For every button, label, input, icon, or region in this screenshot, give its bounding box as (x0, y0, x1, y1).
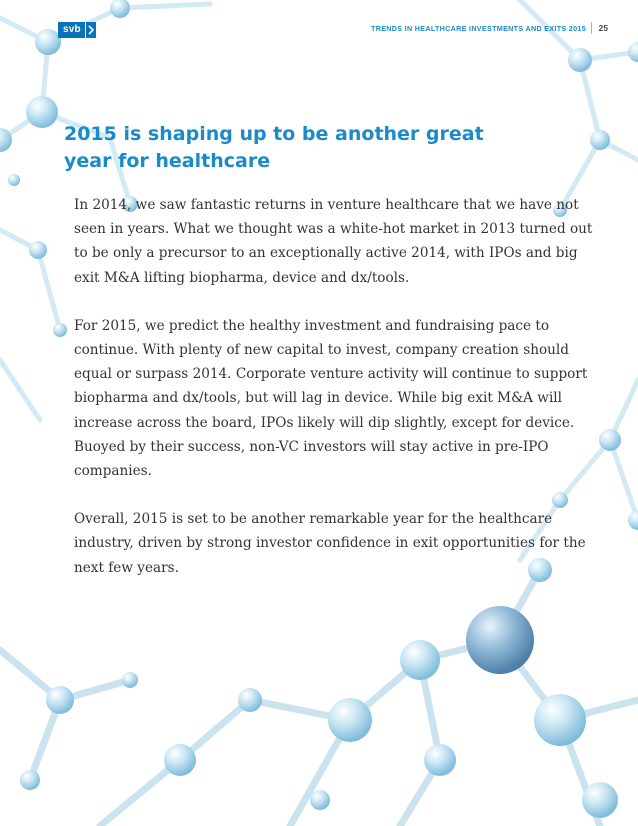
article-headline: 2015 is shaping up to be another great year for healthcare (64, 123, 484, 172)
body-paragraph-1: In 2014, we saw fantastic returns in venture healthcare that we have not seen in years. What we thought was a white-hot market in 2013 turned out to be only a precursor to an exceptionally active 2014, with IPOs and big exit M&A lifting biopharma, device and dx/tools. (74, 197, 593, 286)
chevron-right-icon (85, 22, 96, 38)
body-paragraph-3: Overall, 2015 is set to be another remarkable year for the healthcare industry, driven by strong investor confidence in exit opportunities for the next few years. (74, 511, 586, 576)
svb-logo (58, 22, 96, 38)
article-body (74, 193, 594, 604)
header-divider (591, 22, 592, 34)
page-number: 25 (598, 23, 608, 33)
molecule-cluster-bottom (0, 570, 638, 826)
running-head: TRENDS IN HEALTHCARE INVESTMENTS AND EXITS 2015 (371, 24, 586, 33)
body-paragraph-2: For 2015, we predict the healthy investment and fundraising pace to continue. With plenty of new capital to invest, company creation should equal or surpass 2014. Corporate venture activity will continue to support biopharma and dx/tools, but will lag in device. While big exit M&A will increase across the board, IPOs likely will dip slightly, except for device. Buoyed by their success, non-VC investors will stay active in pre-IPO companies. (74, 317, 588, 480)
logo-text: svb (58, 22, 85, 38)
